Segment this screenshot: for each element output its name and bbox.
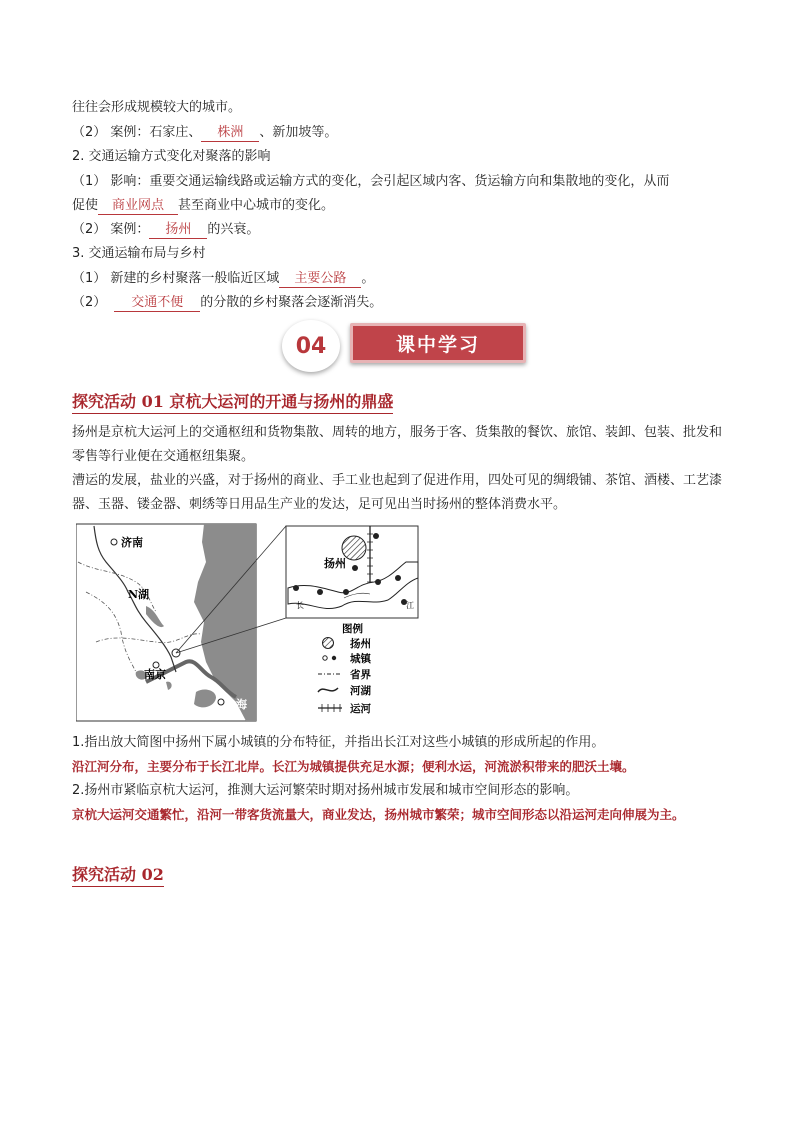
shanghai-label: 上海: [225, 698, 247, 711]
legend-canal: 运河: [350, 703, 371, 715]
river-label-jiang: 江: [406, 601, 414, 610]
legend-title: 图例: [342, 623, 363, 635]
town-dot: [373, 533, 379, 539]
legend-town-hollow: [323, 656, 327, 660]
section-2-case: [72, 221, 259, 239]
question-1: 1.指出放大简图中扬州下属小城镇的分布特征，并指出长江对这些小城镇的形成所起的作用。: [72, 735, 605, 750]
jinan-label: 济南: [121, 536, 143, 549]
section-2-effect-cont: [72, 197, 334, 215]
question-2: 2.扬州市紧临京杭大运河，推测大运河繁荣时期对扬州城市发展和城市空间形态的影响。: [72, 783, 579, 798]
inset-map: [286, 526, 418, 618]
case-suffix: 、新加坡等。: [259, 125, 338, 140]
legend-border: 省界: [350, 669, 371, 681]
jinan-marker: [111, 539, 117, 545]
case-line: [72, 124, 337, 142]
town-dot: [293, 585, 299, 591]
nanjing-label: 南京: [144, 668, 166, 681]
effect-prefix: 促使: [72, 198, 99, 213]
section-banner-title: 课中学习: [395, 333, 480, 356]
overview-map: [76, 524, 256, 721]
activity-1-para-2: 漕运的发展，盐业的兴盛，对于扬州的商业、手工业也起到了促进作用，四处可见的绸缎铺、茶馆、酒楼、工艺漆器、玉器、镂金器、刺绣等日用品生产业的发达，足可见出当时扬州的整体消费水平。: [72, 473, 723, 512]
activity-1-para-1: 扬州是京杭大运河上的交通枢纽和货物集散、周转的地方，服务于客、货集散的餐饮、旅馆、装卸、包装、批发和零售等行业便在交通枢纽集聚。: [72, 425, 723, 464]
answer-blank: 商业网点: [98, 198, 178, 215]
section-banner: [350, 323, 526, 363]
town-dot: [352, 565, 358, 571]
intro-line-1: 往往会形成规模较大的城市。: [72, 100, 242, 115]
town-dot: [343, 589, 349, 595]
legend-yangzhou: 扬州: [350, 638, 371, 650]
town-dot: [395, 575, 401, 581]
activity-1-title: 探究活动 01 京杭大运河的开通与扬州的鼎盛: [72, 389, 393, 414]
river-label-chang: 长: [296, 601, 304, 610]
town-dot: [375, 579, 381, 585]
activity-2-title: 探究活动 02: [72, 862, 164, 887]
item-prefix: （1） 新建的乡村聚落一般临近区域: [72, 271, 280, 286]
case-suffix: 的兴衰。: [207, 222, 260, 237]
answer-1: 沿江河分布，主要分布于长江北岸。长江为城镇提供充足水源；便利水运，河流淤积带来的肥沃土壤。: [72, 759, 635, 774]
section-3-title: 3. 交通运输布局与乡村: [72, 246, 206, 261]
n-lake-label: N湖: [128, 588, 150, 601]
item-suffix: 的分散的乡村聚落会逐渐消失。: [200, 295, 383, 310]
item-suffix: 。: [361, 271, 375, 286]
section-number-badge: [282, 320, 340, 372]
section-number: 04: [295, 333, 327, 359]
section-2-title: 2. 交通运输方式变化对聚落的影响: [72, 149, 271, 164]
answer-blank: 交通不便: [114, 295, 200, 312]
item-prefix: （2）: [72, 295, 107, 310]
answer-blank: 株洲: [201, 125, 259, 142]
legend-yangzhou-symbol: [323, 638, 334, 649]
legend-river-symbol: [318, 688, 338, 692]
inset-yangzhou-label: 扬州: [324, 557, 346, 570]
case-prefix: （2） 案例：石家庄、: [72, 125, 202, 140]
case-prefix: （2） 案例：: [72, 222, 150, 237]
answer-2: 京杭大运河交通繁忙，沿河一带客货流量大，商业发达，扬州城市繁荣；城市空间形态以沿运河走向伸展为主。: [72, 807, 685, 822]
town-dot: [317, 589, 323, 595]
yangzhou-map-figure: [76, 522, 421, 724]
section-3-item-2: [72, 294, 382, 312]
legend-town: 城镇: [350, 653, 371, 665]
legend-river: 河湖: [350, 685, 371, 697]
map-legend: [318, 622, 372, 715]
section-3-item-1: [72, 270, 374, 288]
answer-blank: 主要公路: [279, 271, 361, 288]
shanghai-marker: [218, 699, 224, 705]
section-2-effect: （1） 影响：重要交通运输线路或运输方式的变化，会引起区域内客、货运输方向和集散地的变化，从而: [72, 174, 670, 189]
effect-suffix: 甚至商业中心城市的变化。: [178, 198, 335, 213]
legend-town-solid: [332, 656, 336, 660]
answer-blank: 扬州: [149, 222, 207, 239]
